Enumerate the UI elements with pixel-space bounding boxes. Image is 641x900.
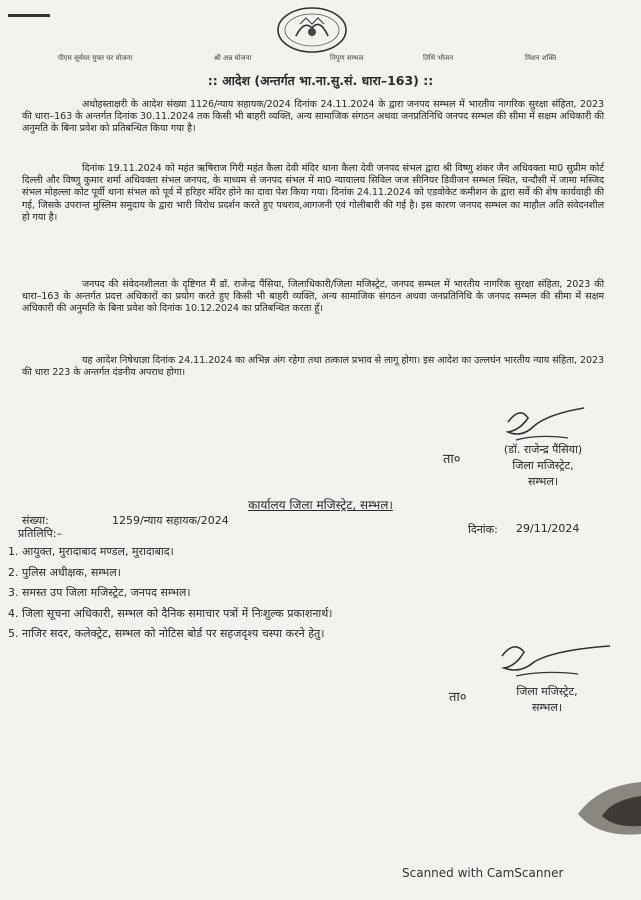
- order-paragraph: जनपद की संवेदनशीलता के दृष्टिगत मैं डॉ. राजेन्द्र पैंसिया, जिलाधिकारी/जिला मजिस्ट्रेट, जनपद सम्भल में भारतीय नागरिक सुरक्षा संहिता, 2023 की धारा–163 के अन्तर्गत प्रदत्त अधिकारों का प्रयोग करते हुए किसी भी बाहरी व्यक्ति, अन्य सामाजिक संगठन अथवा जनप्रतिनिधि के जनपद सम्भल की सीमा में सक्षम अधिकारी की अनुमति के बिना प्रवेश को दिनांक 10.12.2024 का प्रतिबन्धित करता हूँ।: [22, 279, 604, 315]
- order-paragraph: यह आदेश निषेधाज्ञा दिनांक 24.11.2024 का अभिन्न अंग रहेगा तथा तत्काल प्रभाव से लागू होगा। इस आदेश का उल्लघंन भारतीय न्याय संहिता, 2023 की धारा 223 के अन्तर्गत दंडनीय अपराध होगा।: [22, 355, 604, 379]
- scanner-watermark: Scanned with CamScanner: [402, 866, 564, 880]
- government-emblem: [276, 6, 348, 54]
- signatory-designation: जिला मजिस्ट्रेट,: [516, 685, 578, 698]
- order-paragraph: दिनांक 19.11.2024 को महंत ऋषिराज गिरी महंत कैला देवी मंदिर थाना कैला देवी जनपद संभल द्वारा श्री विष्णु शंकर जैन अधिवक्ता मा0 सुप्रीम कोर्ट दिल्ली और विष्णु कुमार शर्मा अधिवक्ता संभल जनपद, के माध्यम से जनपद संभल में मा0 न्यायालय सिविल जज सीनियर डिवीजन सम्भल स्थित, चन्दौसी में जामा मस्जिद संभल मोहल्ला कोट पूर्वी थाना संभल को पूर्व में हरिहर मंदिर होने का दावा पेश किया गया। दिनांक 24.11.2024 को एडवोकेट कमीशन के द्वारा सर्वे की शेष कार्यवाही की गई, जिसके उपरान्त मुस्लिम समुदाय के द्वारा भारी विरोध प्रदर्शन करते हुए पथराव,आगजनी एवं गोलीबारी की गई है। इस कारण जनपद सम्भल का माहौल अति संवेदनशील हो गया है।: [22, 163, 604, 223]
- scheme-label: मिशन शक्ति: [525, 54, 557, 62]
- scheme-label: श्री अन्न योजना: [214, 54, 252, 62]
- signature-scribble: [494, 638, 614, 682]
- signatory-place: सम्भल।: [527, 475, 559, 488]
- order-date: 29/11/2024: [516, 522, 580, 535]
- signature-block: [492, 684, 602, 716]
- signature-block: [478, 442, 608, 490]
- order-title: :: आदेश (अन्तर्गत भा.ना.सु.सं. धारा–163) ::: [207, 73, 434, 88]
- scheme-strip: [0, 54, 641, 68]
- signature-mark: ता०: [443, 452, 461, 467]
- signatory-designation: जिला मजिस्ट्रेट,: [512, 459, 574, 472]
- office-heading: कार्यालय जिला मजिस्ट्रेट, सम्भल।: [248, 498, 393, 512]
- copy-recipient: 5. नाजिर सदर, कलेक्ट्रेट, सम्भल को नोटिस बोर्ड पर सहजदृश्य चस्पा करने हेतु।: [8, 627, 325, 640]
- top-dash-mark: [8, 14, 50, 17]
- date-label: दिनांक:: [468, 523, 498, 536]
- scheme-label: पीएम सूर्यघर मुफ्त घर योजना: [58, 54, 133, 62]
- signatory-name: (डॉ. राजेन्द्र पैंसिया): [503, 443, 583, 456]
- scheme-label: निपुण सम्भल: [330, 54, 364, 62]
- copy-recipient: 4. जिला सूचना अधिकारी, सम्भल को दैनिक समाचार पत्रों में निःशुल्क प्रकाशनार्थ।: [8, 606, 333, 620]
- copy-recipient: 3. समस्त उप जिला मजिस्ट्रेट, जनपद सम्भल।: [8, 586, 191, 599]
- page-curl-shadow: [568, 778, 641, 838]
- copy-to-label: प्रतिलिपि:–: [18, 527, 62, 540]
- reference-number-label: संख्या:: [22, 514, 49, 527]
- copy-recipient: 1. आयुक्त, मुरादाबाद मण्डल, मुरादाबाद।: [8, 545, 174, 558]
- order-paragraph: अधोहस्ताक्षरी के आदेश संख्या 1126/न्याय सहायक/2024 दिनांक 24.11.2024 के द्वारा जनपद सम्भल में भारतीय नागरिक सुरक्षा संहिता, 2023 की धारा–163 के अन्तर्गत दिनांक 30.11.2024 तक किसी भी बाहरी व्यक्ति, अन्य सामाजिक संगठन अथवा जनप्रतिनिधि जनपद सम्भल की सीमा में सक्षम अधिकारी की अनुमति के बिना प्रवेश को प्रतिबन्धित किया गया है।: [22, 99, 604, 135]
- copy-recipient-list: [8, 542, 508, 645]
- signatory-place: सम्भल।: [531, 701, 563, 714]
- copy-recipient: 2. पुलिस अधीक्षक, सम्भल।: [8, 565, 121, 579]
- signature-mark: ता०: [449, 690, 467, 705]
- scheme-label: तिथि भोजन: [423, 54, 454, 62]
- reference-number: 1259/न्याय सहायक/2024: [112, 514, 229, 527]
